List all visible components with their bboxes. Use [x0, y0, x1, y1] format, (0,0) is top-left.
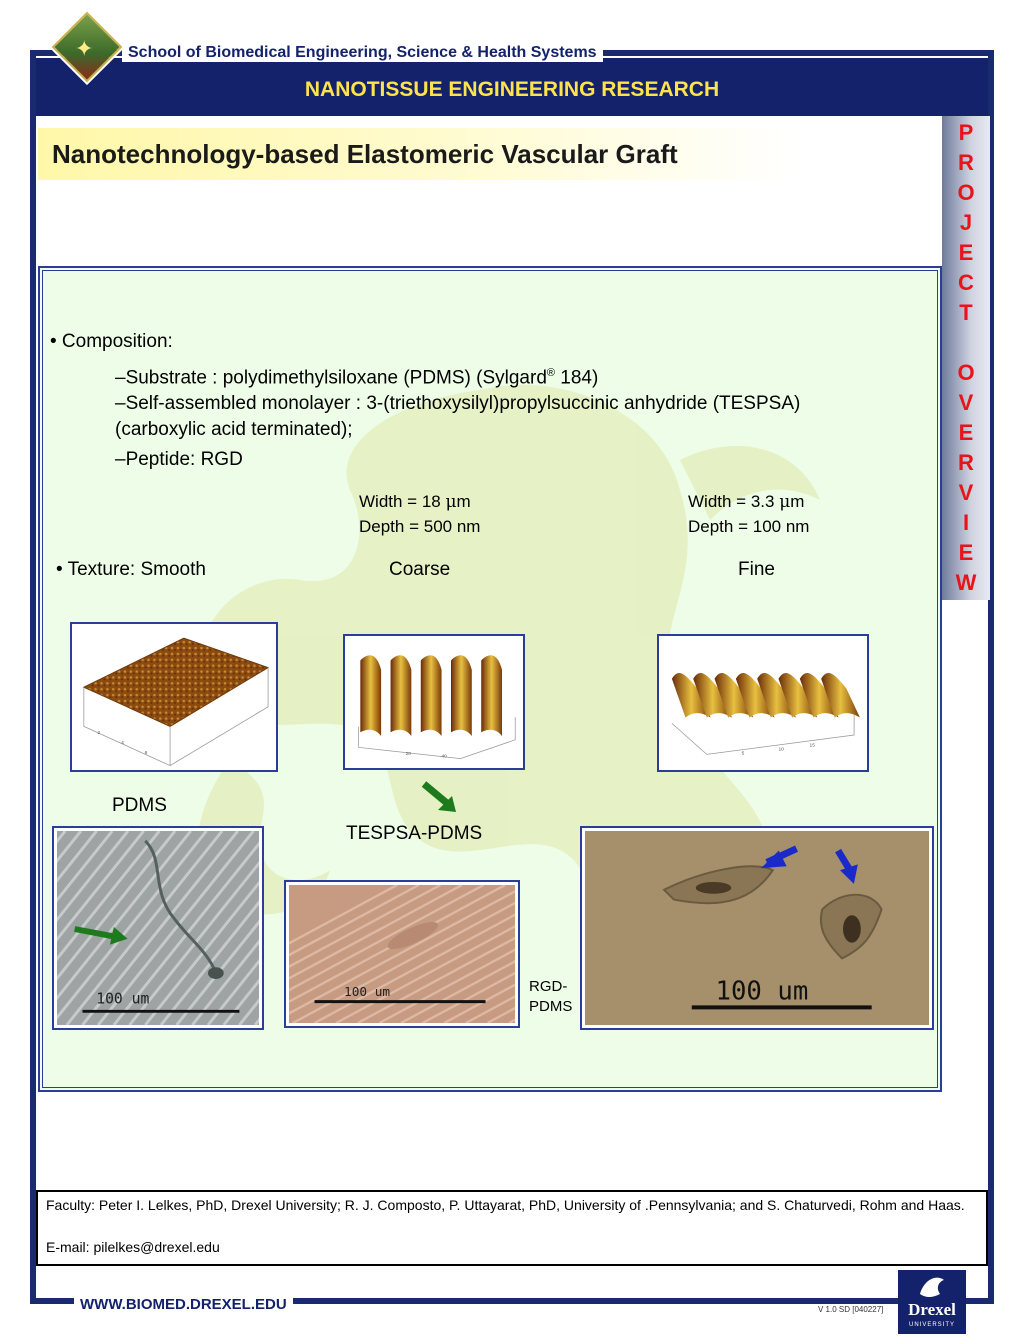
afm-smooth-surface — [76, 628, 272, 766]
side-letter: O — [957, 180, 975, 205]
page-title: Nanotechnology-based Elastomeric Vascular Graft — [52, 139, 678, 169]
afm-coarse-image — [343, 634, 525, 770]
green-arrow-down-right-icon — [418, 780, 464, 816]
cell-image-tespsa — [284, 880, 520, 1028]
svg-text:15: 15 — [809, 743, 815, 749]
svg-text:4: 4 — [121, 741, 124, 747]
website-link[interactable]: WWW.BIOMED.DREXEL.EDU — [74, 1296, 293, 1313]
texture-coarse-label: Coarse — [389, 559, 451, 580]
side-letter: E — [958, 420, 974, 445]
fine-width-unit: m — [790, 492, 805, 511]
afm-ridge — [391, 655, 412, 736]
rgd-pdms-label — [529, 977, 572, 1017]
side-letter: C — [958, 270, 974, 295]
sam-line-1: –Self-assembled monolayer : 3-(triethoxysilyl)propylsuccinic anhydride (TESPSA) — [115, 393, 801, 414]
coarse-width-mu: μ — [445, 492, 457, 512]
scale-bar-left: 100 um — [96, 990, 150, 1008]
afm-ridge — [481, 655, 502, 736]
cell-image-pdms — [52, 826, 264, 1030]
svg-text:10: 10 — [778, 747, 784, 753]
logo-glyph-icon: ✦ — [75, 36, 94, 61]
svg-text:40: 40 — [441, 754, 447, 760]
svg-text:5: 5 — [741, 751, 745, 757]
contact-email[interactable]: E-mail: pilelkes@drexel.edu — [46, 1239, 220, 1255]
side-letter: V — [958, 480, 974, 505]
rgd-label-line1: RGD- — [529, 978, 568, 995]
substrate-suffix: 184) — [555, 367, 599, 389]
side-letter: O — [957, 360, 975, 385]
version-label: V 1.0 SD [040227] — [818, 1305, 884, 1314]
rgd-label-line2: PDMS — [529, 998, 573, 1015]
afm-ridge — [360, 655, 381, 736]
afm-ridge — [451, 655, 472, 736]
fine-width-mu: μ — [779, 492, 791, 512]
registered-mark: ® — [546, 367, 556, 379]
afm-coarse-surface — [349, 640, 519, 764]
cell-micrograph-tespsa — [289, 885, 515, 1023]
substrate-line — [115, 361, 598, 390]
faculty-credits: Faculty: Peter I. Lelkes, PhD, Drexel University; R. J. Composto, P. Uttayarat, PhD, University of .Pennsylvania; and S. Chaturvedi, Rohm and Haas. — [46, 1197, 965, 1213]
side-letter: W — [955, 570, 977, 595]
svg-text:20: 20 — [405, 751, 411, 757]
afm-fine-image — [657, 634, 869, 772]
side-letter: T — [959, 300, 973, 325]
side-letter: E — [958, 540, 974, 565]
coarse-width — [359, 491, 471, 513]
tespsa-pdms-label: TESPSA-PDMS — [346, 823, 483, 844]
coarse-width-text: Width = 18 — [359, 492, 446, 511]
frame-left-line — [30, 50, 36, 1304]
dragon-crest-icon — [916, 1272, 948, 1300]
fine-width — [688, 491, 804, 513]
texture-fine-label: Fine — [738, 559, 775, 580]
cell-micrograph-rgd — [585, 831, 929, 1025]
fine-width-text: Width = 3.3 — [688, 492, 780, 511]
drexel-university-text: UNIVERSITY — [908, 1322, 955, 1328]
side-letter: P — [958, 120, 974, 145]
coarse-width-unit: m — [456, 492, 471, 511]
side-letter: E — [958, 240, 974, 265]
svg-text:2: 2 — [97, 731, 101, 737]
side-letter: J — [959, 210, 973, 235]
side-letter: V — [958, 390, 974, 415]
drexel-logo — [898, 1270, 966, 1334]
scale-bar-middle: 100 um — [344, 983, 391, 999]
fine-depth: Depth = 100 nm — [688, 517, 810, 536]
afm-fine-surface — [663, 640, 863, 766]
scale-bar-right: 100 um — [715, 976, 809, 1007]
sam-line-2: (carboxylic acid terminated); — [115, 419, 353, 440]
afm-smooth-image — [70, 622, 278, 772]
side-letter: R — [958, 450, 974, 475]
program-title: NANOTISSUE ENGINEERING RESEARCH — [304, 78, 720, 101]
substrate-text: –Substrate : polydimethylsiloxane (PDMS) (Sylgard — [115, 367, 547, 389]
drexel-wordmark: Drexel — [908, 1300, 956, 1319]
texture-smooth-label: • Texture: Smooth — [56, 559, 206, 580]
side-letter: R — [958, 150, 974, 175]
composition-heading: • Composition: — [50, 331, 173, 352]
coarse-depth: Depth = 500 nm — [359, 517, 481, 536]
afm-ridge — [421, 655, 442, 736]
svg-text:6: 6 — [144, 750, 148, 756]
side-letter: I — [962, 510, 970, 535]
peptide-line: –Peptide: RGD — [115, 449, 243, 470]
school-title: School of Biomedical Engineering, Science & Health Systems — [122, 44, 603, 62]
cell-image-rgd — [580, 826, 934, 1030]
pdms-label: PDMS — [112, 795, 167, 816]
cell-micrograph-pdms — [57, 831, 259, 1025]
